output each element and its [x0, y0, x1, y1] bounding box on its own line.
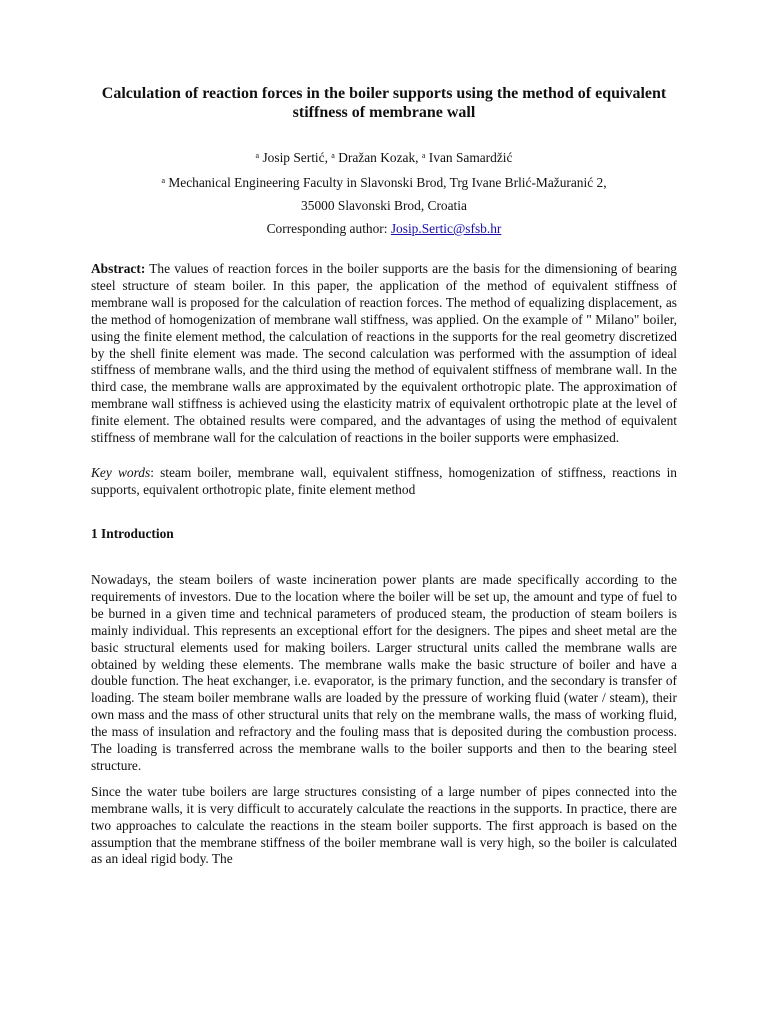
abstract [91, 261, 677, 447]
affiliation-address: Mechanical Engineering Faculty in Slavonski Brod, Trg Ivane Brlić-Mažuranić 2, [168, 175, 607, 190]
corresponding-author [91, 221, 677, 237]
introduction-paragraph-1: Nowadays, the steam boilers of waste incineration power plants are made specifically according to the requirements of investors. Due to the location where the boiler will be set up, the amount and type of fuel to be burned in a given time and technical parameters of produced steam, the production of steam boilers is mainly individual. This represents an exceptional effort for the designers. The pipes and sheet metal are the basic structural elements used for making boilers. Larger structural units called the membrane walls are obtained by welding these elements. The membrane walls make the basic structure of boiler and have a double function. The heat exchanger, i.e. evaporator, is the primary function, and the secondary is transfer of loading. The steam boiler membrane walls are loaded by the pressure of working fluid (water / steam), their own mass and the mass of other structural units that rely on the membrane walls, the mass of working fluid, the mass of insulation and refractory and the fouling mass that is deposited during the combustion process. The loading is transferred across the membrane walls to the boiler supports and then to the bearing steel structure. [91, 571, 677, 773]
keywords-label: Key words [91, 464, 151, 480]
affiliation-mark: a [161, 176, 165, 185]
affiliation-block [91, 175, 677, 237]
author-name: Ivan Samardžić [428, 150, 513, 165]
section-heading-introduction: 1 Introduction [91, 525, 174, 541]
paper-page [91, 84, 677, 868]
author-affiliation-mark: a [331, 151, 335, 160]
author-affiliation-mark: a [255, 151, 260, 160]
keywords: Key words: steam boiler, membrane wall, equivalent stiffness, homogenization of stiffness, reactions in supports, equivalent orthotropic plate, finite element method [91, 464, 677, 497]
corresponding-author-label: Corresponding author: [266, 221, 388, 236]
author-affiliation-mark: a [421, 151, 426, 160]
introduction-paragraph-2: Since the water tube boilers are large structures consisting of a large number of pipes connected into the membrane walls, it is very difficult to accurately calculate the reactions in the supports. In practice, there are two approaches to calculate the reactions in the steam boiler supports. The first approach is based on the assumption that the membrane stiffness of the boiler membrane wall is very high, so the boiler is calculated as an ideal rigid body. The [91, 783, 677, 867]
corresponding-email-link[interactable]: Josip.Sertic@sfsb.hr [390, 221, 502, 236]
affiliation-line-1 [91, 175, 677, 191]
author-name: Dražan Kozak [338, 150, 416, 165]
abstract-label: Abstract: [91, 261, 146, 276]
abstract-text: The values of reaction forces in the boiler supports are the basis for the dimensioning of bearing steel structure of steam boiler. In this paper, the application of the method of equivalent stiffness of membrane wall is proposed for the calculation of reaction forces. The method of equalizing displacement, as the method of homogenization of membrane wall stiffness, was applied. On the example of " Milano" boiler, using the finite element method, the calculation of reactions in the supports for the real geometry discretized by the shell finite element was made. The second calculation was performed with the assumption of ideal stiffness of membrane walls, and the third using the method of equivalent stiffness of membrane wall. In the third case, the membrane walls are approximated by the equivalent orthotropic plate. The approximation of membrane wall stiffness is achieved using the elasticity matrix of equivalent orthotropic plate at the level of finite element. The obtained results were compared, and the advantages of using the method of equivalent stiffness of membrane wall for the calculation of reactions in the boiler supports were emphasized. [91, 261, 678, 446]
affiliation-line-2: 35000 Slavonski Brod, Croatia [301, 198, 467, 213]
author-list: $^a$ Josip Sertić, $^a$ Dražan Kozak, $^a$ Ivan Samardžić [255, 150, 513, 165]
keywords-text: steam boiler, membrane wall, equivalent stiffness, homogenization of stiffness, reactions in supports, equivalent orthotropic plate, finite element method [91, 464, 677, 497]
paper-title: Calculation of reaction forces in the boiler supports using the method of equivalent stiffness of membrane wall [101, 85, 667, 121]
author-name: Josip Sertić [262, 150, 325, 165]
